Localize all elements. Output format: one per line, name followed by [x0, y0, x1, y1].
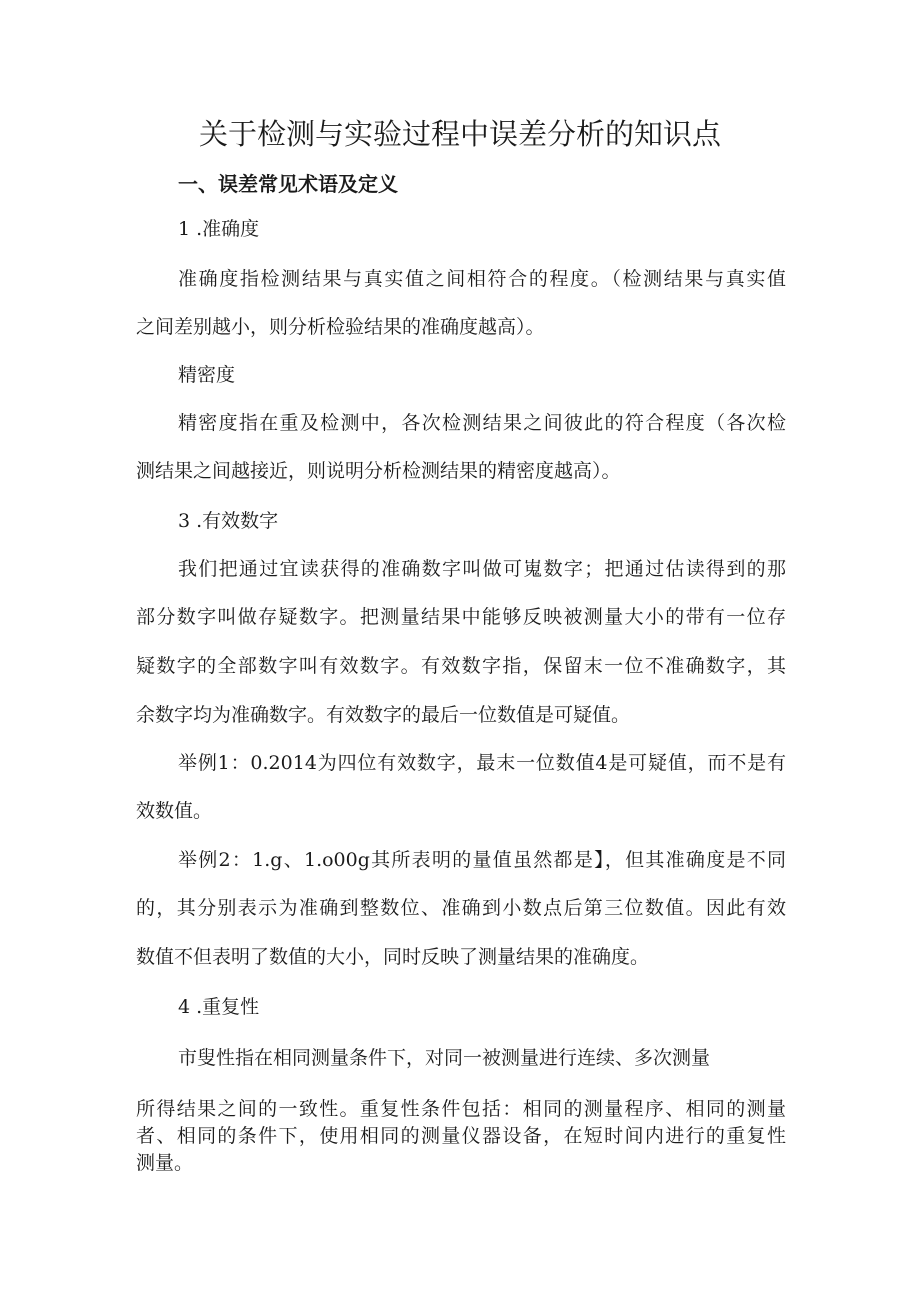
- subheading-accuracy: 1 .准确度: [178, 218, 260, 240]
- example-1-line: 举例1：0.2014为四位有效数字，最末一位数值4是可疑值，而不是有: [178, 752, 786, 774]
- paragraph-line: 部分数字叫做存疑数字。把测量结果中能够反映被测量大小的带有一位存: [136, 606, 786, 628]
- paragraph-line: 市叟性指在相同测量条件下，对同一被测量进行连续、多次测量: [178, 1047, 711, 1069]
- paragraph-line: 测结果之间越接近，则说明分析检测结果的精密度越高）。: [136, 460, 621, 482]
- example-2-line: 举例2：1.g、1.o00g其所表明的量值虽然都是】，但其准确度是不同: [178, 849, 786, 871]
- example-1-line: 效数值。: [136, 800, 213, 822]
- paragraph-line: 测量。: [136, 1152, 194, 1174]
- document-title: 关于检测与实验过程中误差分析的知识点: [198, 117, 721, 151]
- paragraph-line: 我们把通过宜读获得的准确数字叫做可嵬数字；把通过估读得到的那: [178, 558, 786, 580]
- paragraph-line: 者、相同的条件下，使用相同的测量仪器设备，在短时间内进行的重复性: [136, 1125, 786, 1147]
- paragraph-line: 余数字均为准确数字。有效数字的最后一位数值是可疑值。: [136, 704, 631, 726]
- paragraph-line: 之间差别越小，则分析检验结果的准确度越高）。: [136, 316, 545, 338]
- example-2-line: 数值不但表明了数值的大小，同时反映了测量结果的准确度。: [136, 946, 650, 968]
- section-heading-terms: 一、误差常见术语及定义: [178, 172, 398, 196]
- paragraph-line: 精密度指在重及检测中，各次检测结果之间彼此的符合程度（各次检: [178, 412, 786, 434]
- paragraph-line: 疑数字的全部数字叫有效数字。有效数字指，保留末一位不准确数字，其: [136, 655, 786, 677]
- paragraph-line: 所得结果之间的一致性。重复性条件包括：相同的测量程序、相同的测量: [136, 1098, 786, 1120]
- subheading-repeatability: 4 .重复性: [178, 996, 260, 1018]
- subheading-precision: 精密度: [178, 364, 236, 386]
- subheading-significant-figures: 3 .有效数字: [178, 510, 279, 532]
- paragraph-line: 准确度指检测结果与真实值之间相符合的程度。（检测结果与真实值: [178, 268, 786, 290]
- example-2-line: 的，其分别表示为准确到整数位、准确到小数点后第三位数值。因此有效: [136, 897, 786, 919]
